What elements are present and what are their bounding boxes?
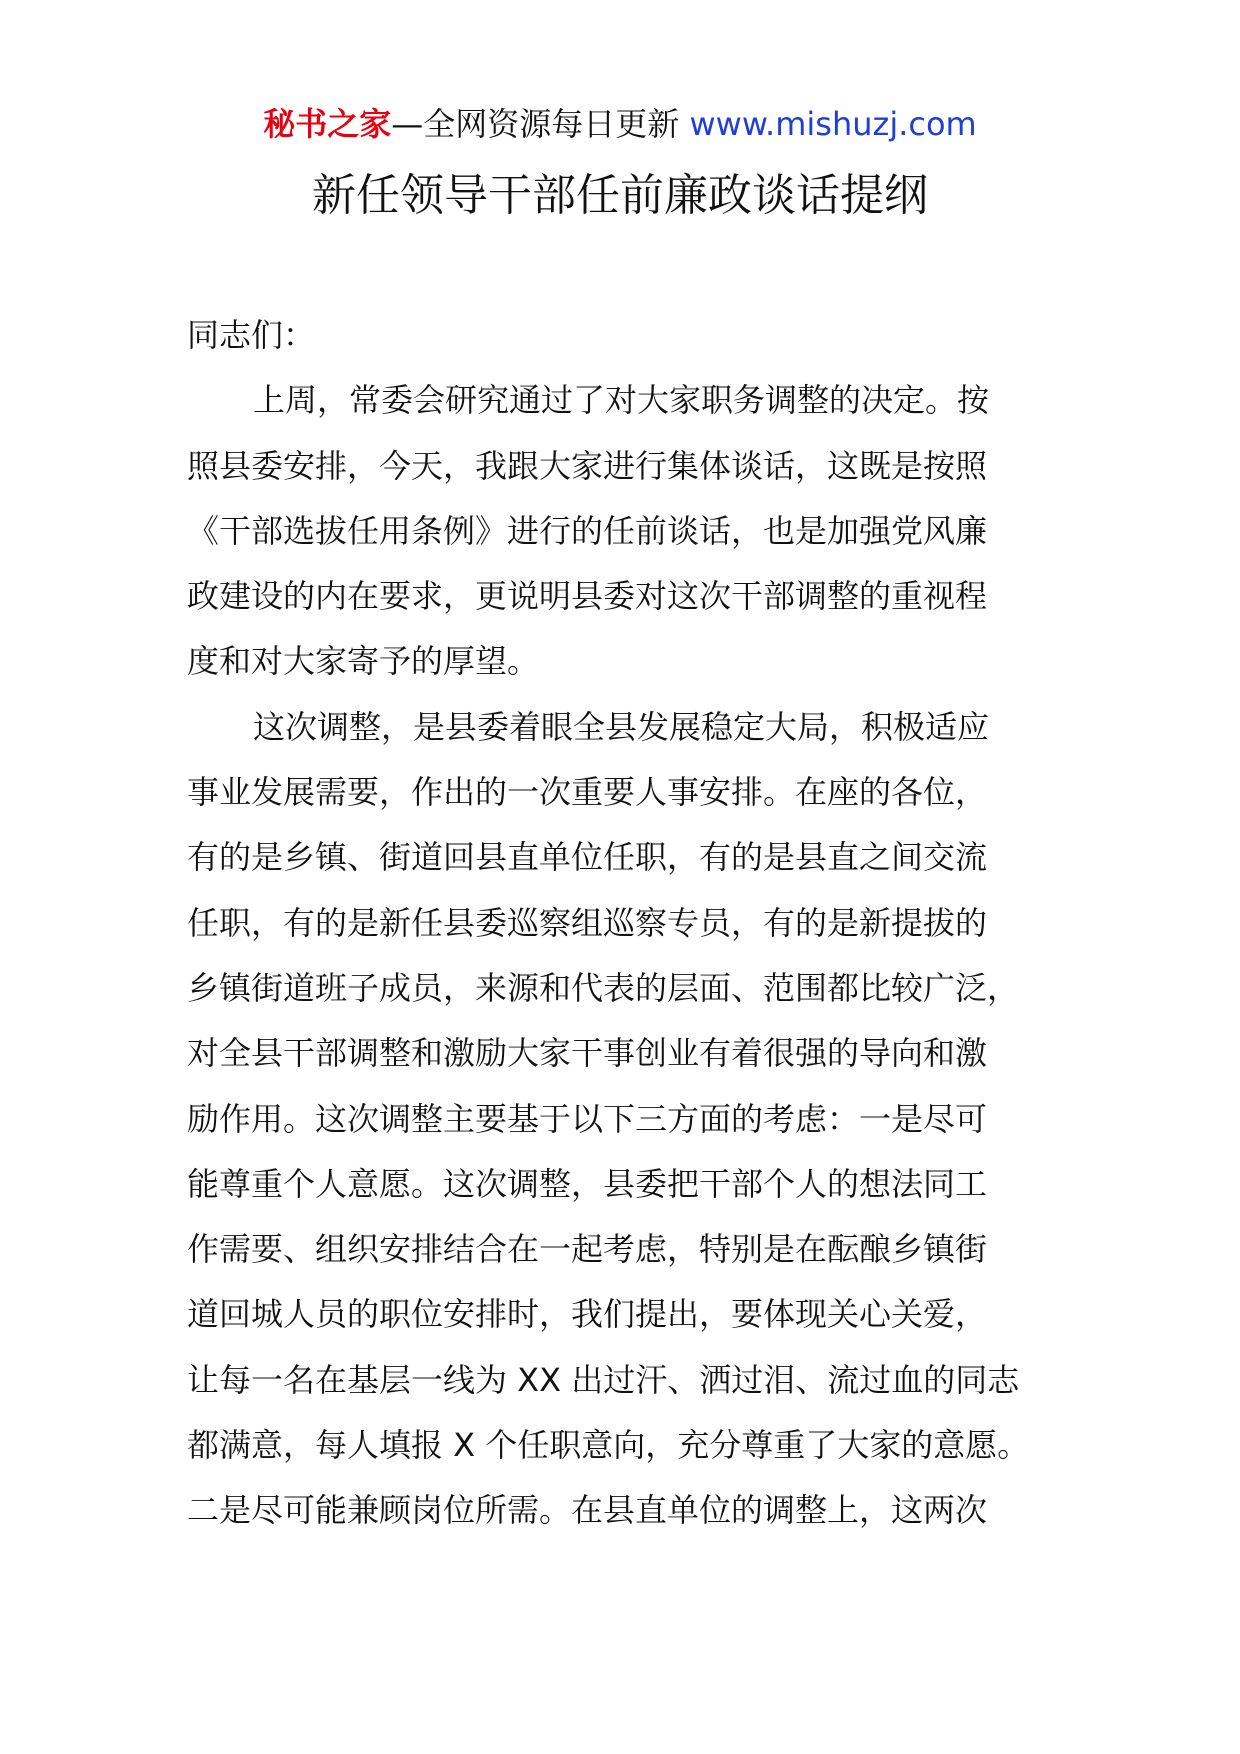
brand-name: 秘书之家 [263, 105, 392, 143]
body-line: 上周，常委会研究通过了对大家职务调整的决定。按 [253, 381, 990, 420]
body-line: 乡镇街道班子成员，来源和代表的层面、范围都比较广泛， [187, 968, 1020, 1007]
header-tagline: —全网资源每日更新 [391, 105, 690, 143]
salutation-line: 同志们： [187, 316, 316, 354]
body-line: 照县委安排，今天，我跟大家进行集体谈话，这既是按照 [187, 446, 988, 485]
body-line: 对全县干部调整和激励大家干事创业有着很强的导向和激 [187, 1034, 988, 1073]
body-line: 度和对大家寄予的厚望。 [187, 642, 540, 681]
site-url: www.mishuzj.com [689, 105, 977, 143]
body-line: 让每一名在基层一线为 XX 出过汗、洒过泪、流过血的同志 [187, 1360, 1020, 1399]
body-line: 有的是乡镇、街道回县直单位任职，有的是县直之间交流 [187, 838, 988, 877]
body-line: 政建设的内在要求，更说明县委对这次干部调整的重视程 [187, 577, 988, 616]
document-body [187, 303, 1087, 1544]
body-line: 都满意，每人填报 X 个任职意向，充分尊重了大家的意愿。 [187, 1426, 1030, 1465]
body-line: 任职，有的是新任县委巡察组巡察专员，有的是新提拔的 [187, 903, 988, 942]
body-line: 作需要、组织安排结合在一起考虑，特别是在酝酿乡镇街 [187, 1230, 988, 1269]
document-title: 新任领导干部任前廉政谈话提纲 [312, 170, 928, 221]
body-line: 励作用。这次调整主要基于以下三方面的考虑：一是尽可 [187, 1099, 988, 1138]
site-header [0, 104, 1240, 144]
body-line: 《干部选拔任用条例》进行的任前谈话，也是加强党风廉 [187, 511, 988, 550]
body-line: 事业发展需要，作出的一次重要人事安排。在座的各位， [187, 773, 988, 812]
body-line: 道回城人员的职位安排时，我们提出，要体现关心关爱， [187, 1295, 988, 1334]
body-line: 二是尽可能兼顾岗位所需。在县直单位的调整上，这两次 [187, 1491, 988, 1530]
body-line: 能尊重个人意愿。这次调整，县委把干部个人的想法同工 [187, 1164, 988, 1203]
body-line: 这次调整，是县委着眼全县发展稳定大局，积极适应 [253, 707, 990, 746]
